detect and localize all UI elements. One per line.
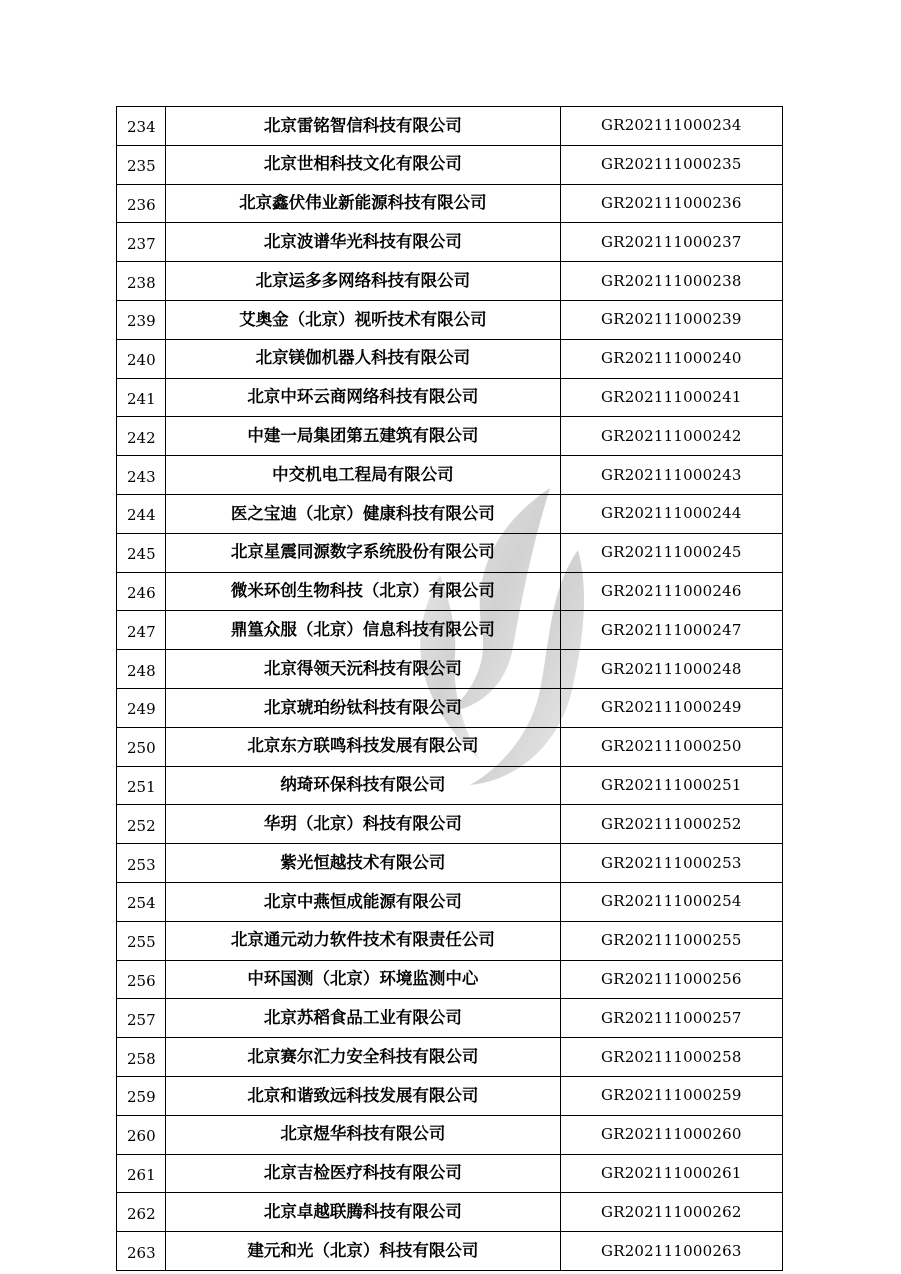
certificate-number: GR202111000246 (560, 572, 782, 611)
company-name: 建元和光（北京）科技有限公司 (166, 1232, 561, 1271)
certificate-number: GR202111000257 (560, 999, 782, 1038)
company-name: 华玥（北京）科技有限公司 (166, 805, 561, 844)
company-name: 中环国测（北京）环境监测中心 (166, 960, 561, 999)
table-row (117, 262, 783, 301)
certificate-number: GR202111000247 (560, 611, 782, 650)
row-number: 260 (117, 1115, 166, 1154)
certificate-number: GR202111000249 (560, 688, 782, 727)
row-number: 246 (117, 572, 166, 611)
company-name: 北京中环云商网络科技有限公司 (166, 378, 561, 417)
table-row (117, 145, 783, 184)
row-number: 244 (117, 494, 166, 533)
company-name: 北京吉检医疗科技有限公司 (166, 1154, 561, 1193)
certificate-number: GR202111000258 (560, 1038, 782, 1077)
row-number: 258 (117, 1038, 166, 1077)
row-number: 247 (117, 611, 166, 650)
company-name: 北京波谱华光科技有限公司 (166, 223, 561, 262)
table-row (117, 1115, 783, 1154)
table-row (117, 1193, 783, 1232)
row-number: 235 (117, 145, 166, 184)
company-name: 北京煜华科技有限公司 (166, 1115, 561, 1154)
table-row (117, 572, 783, 611)
table-row (117, 727, 783, 766)
row-number: 249 (117, 688, 166, 727)
certificate-number: GR202111000241 (560, 378, 782, 417)
row-number: 262 (117, 1193, 166, 1232)
table-row (117, 960, 783, 999)
table-row (117, 1038, 783, 1077)
company-name: 北京卓越联腾科技有限公司 (166, 1193, 561, 1232)
company-name: 北京鑫伏伟业新能源科技有限公司 (166, 184, 561, 223)
company-name: 北京东方联鸣科技发展有限公司 (166, 727, 561, 766)
row-number: 243 (117, 456, 166, 495)
row-number: 252 (117, 805, 166, 844)
row-number: 237 (117, 223, 166, 262)
certificate-number: GR202111000261 (560, 1154, 782, 1193)
company-name: 北京世相科技文化有限公司 (166, 145, 561, 184)
table-body (117, 107, 783, 1271)
company-name: 北京中燕恒成能源有限公司 (166, 882, 561, 921)
certificate-number: GR202111000236 (560, 184, 782, 223)
table-row (117, 1232, 783, 1271)
row-number: 256 (117, 960, 166, 999)
row-number: 253 (117, 844, 166, 883)
company-name: 北京和谐致远科技发展有限公司 (166, 1076, 561, 1115)
table-row (117, 300, 783, 339)
table-row (117, 378, 783, 417)
company-name: 中建一局集团第五建筑有限公司 (166, 417, 561, 456)
row-number: 234 (117, 107, 166, 146)
certificate-number: GR202111000253 (560, 844, 782, 883)
company-name: 北京雷铭智信科技有限公司 (166, 107, 561, 146)
row-number: 236 (117, 184, 166, 223)
certificate-number: GR202111000238 (560, 262, 782, 301)
company-name: 纳琦环保科技有限公司 (166, 766, 561, 805)
certificate-number: GR202111000243 (560, 456, 782, 495)
company-name: 北京通元动力软件技术有限责任公司 (166, 921, 561, 960)
row-number: 241 (117, 378, 166, 417)
table-row (117, 805, 783, 844)
row-number: 250 (117, 727, 166, 766)
table-row (117, 1154, 783, 1193)
row-number: 238 (117, 262, 166, 301)
company-name: 紫光恒越技术有限公司 (166, 844, 561, 883)
company-name: 中交机电工程局有限公司 (166, 456, 561, 495)
certificate-number: GR202111000242 (560, 417, 782, 456)
row-number: 261 (117, 1154, 166, 1193)
certificate-number: GR202111000251 (560, 766, 782, 805)
table-row (117, 999, 783, 1038)
table-row (117, 688, 783, 727)
row-number: 251 (117, 766, 166, 805)
certificate-number: GR202111000248 (560, 650, 782, 689)
table-row (117, 766, 783, 805)
company-name: 北京苏稻食品工业有限公司 (166, 999, 561, 1038)
row-number: 240 (117, 339, 166, 378)
certificate-number: GR202111000260 (560, 1115, 782, 1154)
table-row (117, 921, 783, 960)
company-name: 北京星震同源数字系统股份有限公司 (166, 533, 561, 572)
row-number: 245 (117, 533, 166, 572)
certificate-number: GR202111000237 (560, 223, 782, 262)
row-number: 248 (117, 650, 166, 689)
table-row (117, 456, 783, 495)
certificate-number: GR202111000254 (560, 882, 782, 921)
certificate-number: GR202111000239 (560, 300, 782, 339)
certificate-number: GR202111000245 (560, 533, 782, 572)
certificate-number: GR202111000240 (560, 339, 782, 378)
table-row (117, 417, 783, 456)
company-name: 微米环创生物科技（北京）有限公司 (166, 572, 561, 611)
company-name: 北京琥珀纷钛科技有限公司 (166, 688, 561, 727)
company-table (116, 106, 783, 1271)
row-number: 255 (117, 921, 166, 960)
certificate-number: GR202111000250 (560, 727, 782, 766)
row-number: 259 (117, 1076, 166, 1115)
certificate-number: GR202111000252 (560, 805, 782, 844)
certificate-number: GR202111000256 (560, 960, 782, 999)
table-row (117, 611, 783, 650)
company-name: 鼎篁众服（北京）信息科技有限公司 (166, 611, 561, 650)
company-name: 北京运多多网络科技有限公司 (166, 262, 561, 301)
certificate-number: GR202111000235 (560, 145, 782, 184)
table-row (117, 533, 783, 572)
company-name: 北京镁伽机器人科技有限公司 (166, 339, 561, 378)
company-name: 艾奥金（北京）视听技术有限公司 (166, 300, 561, 339)
row-number: 242 (117, 417, 166, 456)
row-number: 257 (117, 999, 166, 1038)
table-row (117, 107, 783, 146)
row-number: 239 (117, 300, 166, 339)
table-row (117, 339, 783, 378)
company-name: 医之宝迪（北京）健康科技有限公司 (166, 494, 561, 533)
table-row (117, 223, 783, 262)
certificate-number: GR202111000263 (560, 1232, 782, 1271)
table-row (117, 882, 783, 921)
certificate-number: GR202111000234 (560, 107, 782, 146)
certificate-number: GR202111000262 (560, 1193, 782, 1232)
company-name: 北京得领天沅科技有限公司 (166, 650, 561, 689)
certificate-number: GR202111000259 (560, 1076, 782, 1115)
table-row (117, 650, 783, 689)
table-row (117, 1076, 783, 1115)
certificate-number: GR202111000255 (560, 921, 782, 960)
table-row (117, 844, 783, 883)
table-row (117, 494, 783, 533)
row-number: 263 (117, 1232, 166, 1271)
company-name: 北京赛尔汇力安全科技有限公司 (166, 1038, 561, 1077)
table-row (117, 184, 783, 223)
certificate-number: GR202111000244 (560, 494, 782, 533)
row-number: 254 (117, 882, 166, 921)
